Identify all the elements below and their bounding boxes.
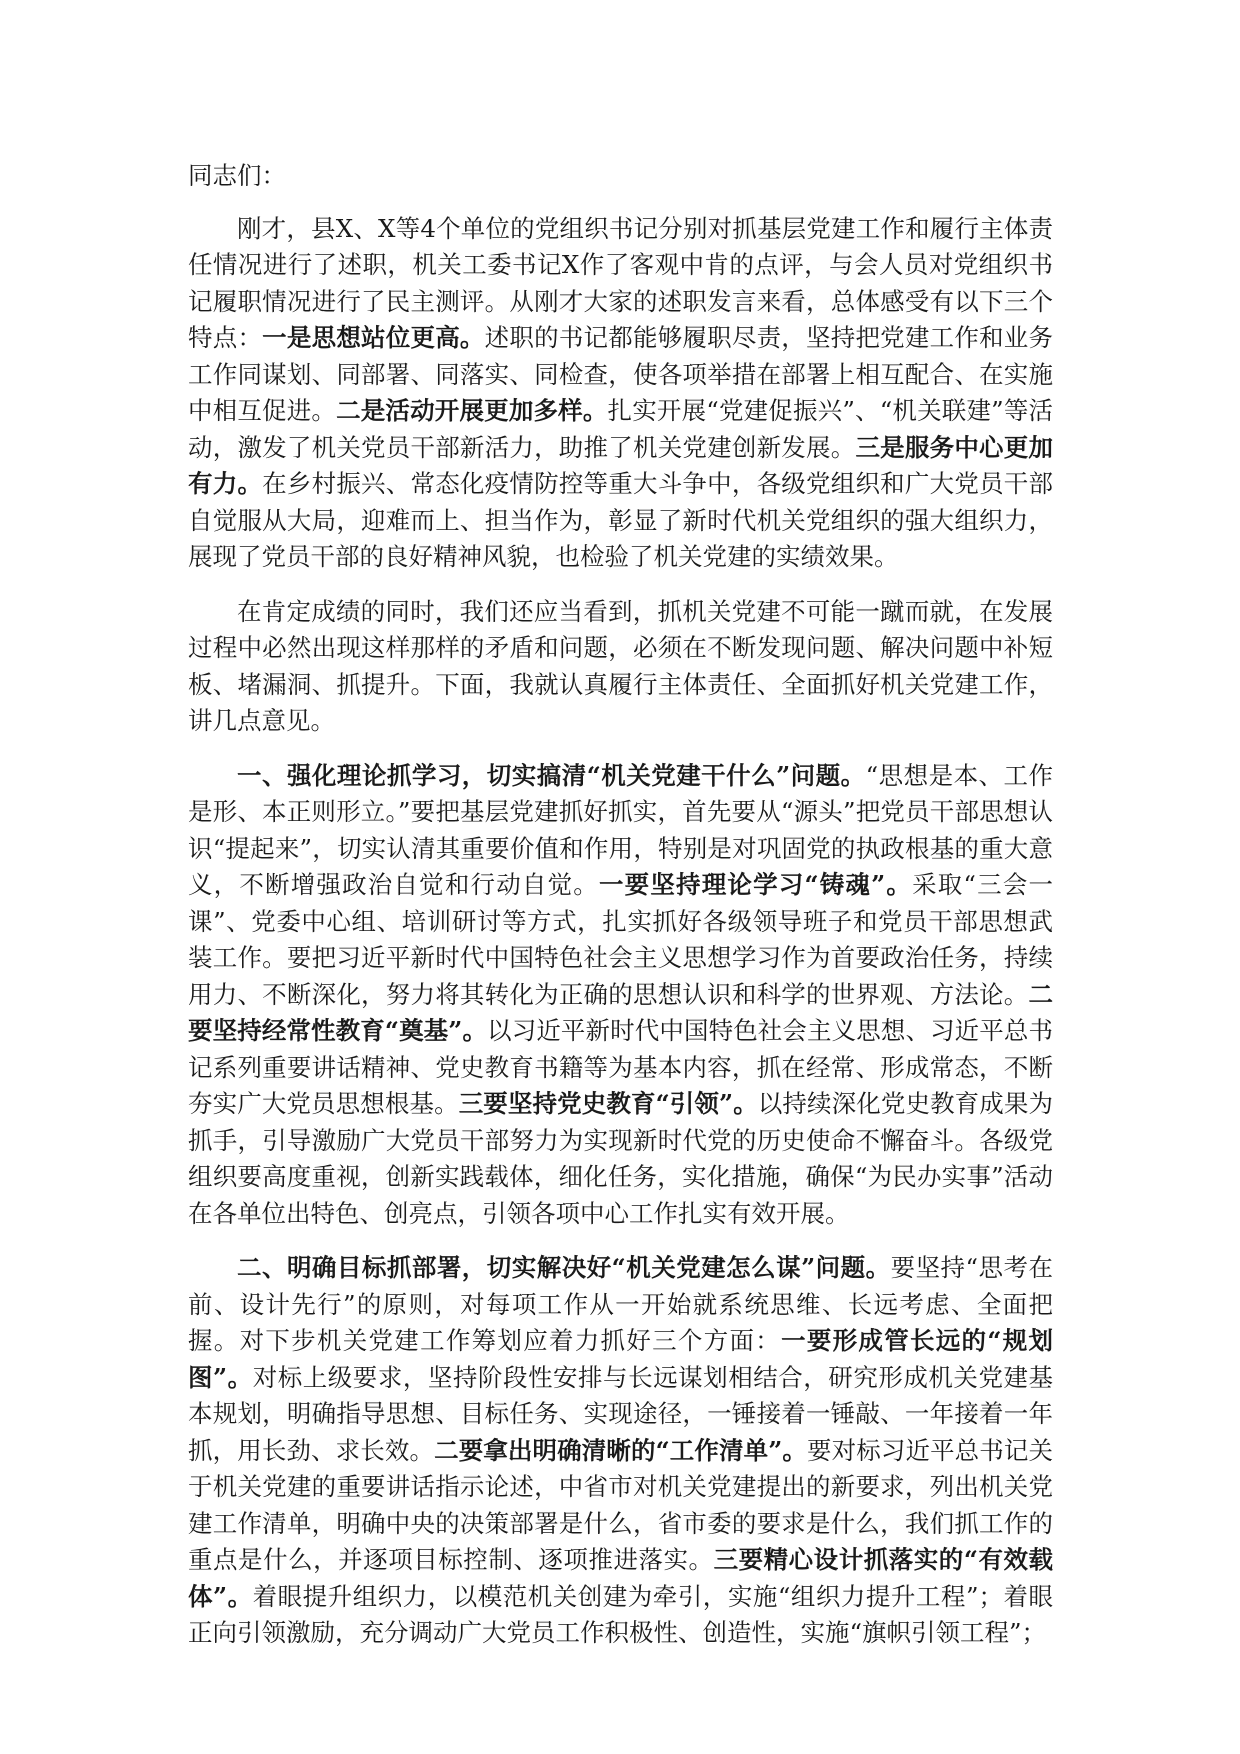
bold-point: 一是思想站位更高。 (262, 323, 485, 352)
paragraph-4 (188, 1250, 1053, 1652)
greeting: 同志们： (188, 161, 286, 190)
paragraph-3 (188, 758, 1053, 1233)
bold-point: 二要拿出明确清晰的“工作清单”。 (434, 1435, 808, 1465)
paragraph-2 (188, 594, 1053, 740)
paragraph-text: 刚才，县X、X等4个单位的党组织书记分别对抓基层党建工作和履行主体责任情况进行了述职，机关工委书记X作了客观中肯的点评，与会人员对党组织书记履职情况进行了民主测评。从刚才大家的述职发言来看，总体感受有以下三个特点： (188, 213, 1053, 352)
paragraph-text: 述职的书记都能够履职尽责，坚持把党建工作和业务工作同谋划、同部署、同落实、同检查，使各项举措在部署上相互配合、在实施中相互促进。 (188, 323, 1054, 425)
section-heading: 二、明确目标抓部署，切实解决好“机关党建怎么谋”问题。 (237, 1253, 891, 1282)
paragraph-text: 着眼提升组织力，以模范机关创建为牵引，实施“组织力提升工程”；着眼正向引领激励，充分调动广大党员工作积极性、创造性，实施“旗帜引领工程”； (188, 1581, 1053, 1647)
bold-point: 一要坚持理论学习“铸魂”。 (598, 870, 913, 899)
bold-point: 二是活动开展更加多样。 (336, 396, 608, 425)
paragraph-text: 在乡村振兴、常态化疫情防控等重大斗争中，各级党组织和广大党员干部自觉服从大局，迎难而上、担当作为，彰显了新时代机关党组织的强大组织力，展现了党员干部的良好精神风貌，也检验了机关党建的实绩效果。 (188, 469, 1054, 571)
bold-point: 三是服务中心更加有力。 (188, 432, 1053, 498)
paragraph-text: 要对标习近平总书记关于机关党建的重要讲话指示论述，中省市对机关党建提出的新要求，列出机关党建工作清单，明确中央的决策部署是什么，省市委的要求是什么，我们抓工作的重点是什么，并逐项目标控制、逐项推进落实。 (188, 1435, 1054, 1574)
bold-point: 一要形成管长远的“规划图”。 (188, 1326, 1054, 1392)
document-page (188, 150, 1053, 1670)
paragraph-text: 要坚持“思考在前、设计先行”的原则，对每项工作从一开始就系统思维、长远考虑、全面把握。对下步机关党建工作筹划应着力抓好三个方面： (188, 1253, 1053, 1355)
paragraph-text: 在肯定成绩的同时，我们还应当看到，抓机关党建不可能一蹴而就，在发展过程中必然出现这样那样的矛盾和问题，必须在不断发现问题、解决问题中补短板、堵漏洞、抓提升。下面，我就认真履行主体责任、全面抓好机关党建工作，讲几点意见。 (188, 596, 1053, 735)
paragraph-text: “思想是本、工作是形、本正则形立。”要把基层党建抓好抓实，首先要从“源头”把党员干部思想认识“提起来”，切实认清其重要价值和作用，特别是对巩固党的执政根基的重大意义，不断增强政治自觉和行动自觉。 (188, 760, 1053, 899)
paragraph-1 (188, 211, 1053, 576)
bold-point: 三要精心设计抓落实的“有效载体”。 (188, 1545, 1054, 1611)
section-heading: 一、强化理论抓学习，切实搞清“机关党建干什么”问题。 (237, 760, 866, 790)
paragraph-text: 对标上级要求，坚持阶段性安排与长远谋划相结合，研究形成机关党建基本规划，明确指导思想、目标任务、实现途径，一锤接着一锤敲、一年接着一年抓，用长劲、求长效。 (188, 1362, 1054, 1465)
bold-point: 二要坚持经常性教育“奠基”。 (188, 979, 1053, 1045)
paragraph-text: 扎实开展“党建促振兴”、“机关联建”等活动，激发了机关党员干部新活力，助推了机关党建创新发展。 (188, 396, 1054, 462)
bold-point: 三要坚持党史教育“引领”。 (458, 1089, 758, 1118)
paragraph-text: 以持续深化党史教育成果为抓手，引导激励广大党员干部努力为实现新时代党的历史使命不懈奋斗。各级党组织要高度重视，创新实践载体，细化任务，实化措施，确保“为民办实事”活动在各单位出特色、创亮点，引领各项中心工作扎实有效开展。 (188, 1089, 1054, 1228)
paragraph-text: 以习近平新时代中国特色社会主义思想、习近平总书记系列重要讲话精神、党史教育书籍等为基本内容，抓在经常、形成常态，不断夯实广大党员思想根基。 (188, 1016, 1054, 1118)
paragraph-text: 采取“三会一课”、党委中心组、培训研讨等方式，扎实抓好各级领导班子和党员干部思想武装工作。要把习近平新时代中国特色社会主义思想学习作为首要政治任务，持续用力、不断深化，努力将其转化为正确的思想认识和科学的世界观、方法论。 (188, 870, 1054, 1009)
